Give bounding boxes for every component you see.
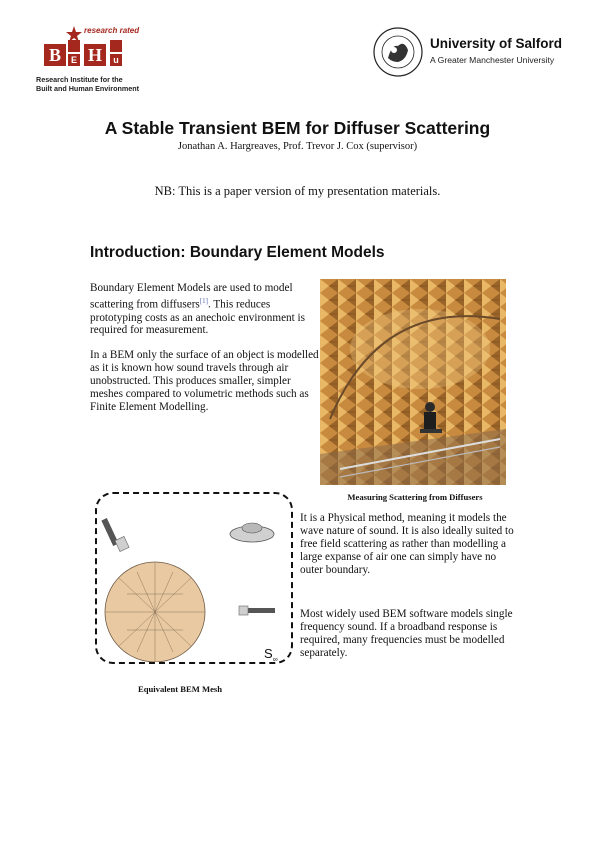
bem-mesh-panel	[95, 492, 293, 664]
bhe-letter-e: E	[68, 54, 80, 66]
anechoic-chamber-photo	[320, 279, 506, 485]
paragraph-frequency: Most widely used BEM software models single frequency sound. If a broadband response is required, many frequencies must be modelled separately.	[300, 608, 513, 659]
chamber-illustration	[320, 279, 506, 485]
section-heading: Introduction: Boundary Element Models	[90, 244, 385, 261]
bhe-letter-b: B	[44, 44, 66, 66]
photo-caption: Measuring Scattering from Diffusers	[347, 492, 483, 502]
bhe-small-box	[68, 40, 80, 52]
paragraph-surface: In a BEM only the surface of an object is modelled as it is known how sound travels through air unobstructed. This produces smaller, simpler meshes compared to volumetric methods such as Finite Element Modelling.	[90, 349, 319, 413]
bhe-caption-line2: Built and Human Environment	[36, 83, 140, 93]
bhe-caption-line1: Research Institute for the	[36, 75, 123, 84]
paragraph-intro-text-end: . This reduces prototyping costs as an anechoic environment is required for measurement.	[90, 298, 305, 337]
paragraph-intro	[90, 282, 320, 337]
bem-mesh-illustration	[97, 494, 291, 662]
salford-logo	[372, 26, 567, 82]
mesh-caption: Equivalent BEM Mesh	[137, 684, 223, 694]
bhe-logo	[36, 26, 146, 94]
diffuser-disc-icon	[230, 523, 274, 542]
boundary-label-letter: S	[264, 646, 273, 661]
citation-link[interactable]: [1]	[199, 296, 208, 305]
paragraph-intro-text: Boundary Element Models are used to model scattering from diffusers	[90, 282, 293, 311]
bhe-rated-text: research rated	[84, 26, 140, 35]
microphone-right-icon	[239, 606, 275, 615]
boundary-label-sub: ∞	[272, 656, 278, 664]
paper-authors: Jonathan A. Hargreaves, Prof. Trevor J. Cox (supervisor)	[177, 141, 418, 152]
bhe-small-box-2	[110, 40, 122, 52]
paper-title: A Stable Transient BEM for Diffuser Scattering	[104, 118, 491, 138]
boundary-label	[264, 646, 278, 664]
bhe-letter-u: u	[110, 54, 122, 66]
paper-note: NB: This is a paper version of my presentation materials.	[154, 184, 441, 198]
salford-crest-icon	[372, 26, 424, 78]
paragraph-physical: It is a Physical method, meaning it models the wave nature of sound. It is also ideally suited to free field scattering as rather than modelling a large expanse of air one can simply have no outer boundary.	[300, 512, 514, 576]
salford-name: University of Salford	[430, 36, 563, 51]
bhe-letter-h: H	[84, 44, 106, 66]
salford-tagline: A Greater Manchester University	[430, 55, 555, 65]
microphone-icon	[101, 518, 129, 552]
bhe-caption	[36, 76, 156, 93]
sphere-mesh-icon	[105, 562, 205, 662]
